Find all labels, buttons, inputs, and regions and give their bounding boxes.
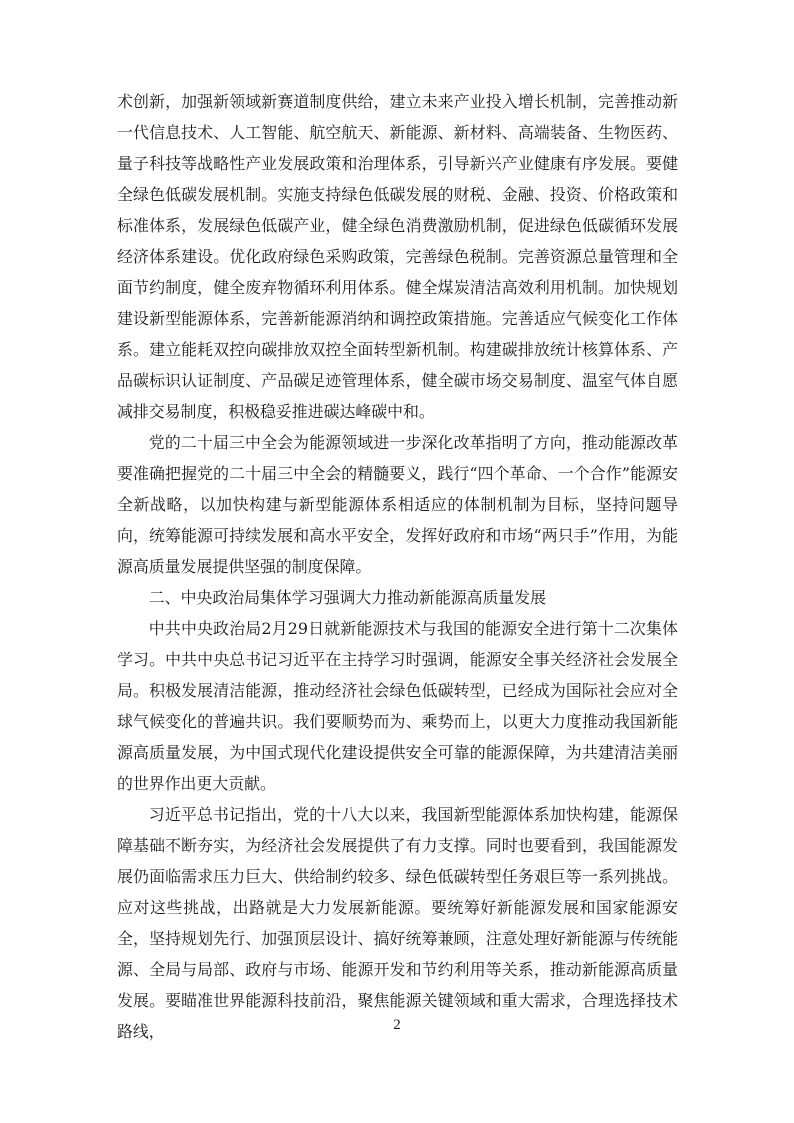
paragraph-4: 习近平总书记指出，党的十八大以来，我国新型能源体系加快构建，能源保障基础不断夯实，为经济社会发展提供了有力支撑。同时也要看到，我国能源发展仍面临需求压力巨大、供给制约较多、绿色低碳转型任务艰巨等一系列挑战。应对这些挑战，出路就是大力发展新能源。要统筹好新能源发展和国家能源安全，坚持规划先行、加强顶层设计、搞好统筹兼顾，注意处理好新能源与传统能源、全局与局部、政府与市场、能源开发和节约利用等关系，推动新能源高质量发展。要瞄准世界能源科技前沿，聚焦能源关键领域和重大需求，合理选择技术路线，: [117, 805, 678, 1041]
paragraph-2: 党的二十届三中全会为能源领域进一步深化改革指明了方向，推动能源改革要准确把握党的二十届三中全会的精髓要义，践行“四个革命、一个合作”能源安全新战略，以加快构建与新型能源体系相适应的体制机制为目标，坚持问题导向，统筹能源可持续发展和高水平安全，发挥好政府和市场“两只手”作用，为能源高质量发展提供坚强的制度保障。: [117, 433, 678, 576]
document-body: [117, 86, 678, 1047]
paragraph-1: 术创新，加强新领域新赛道制度供给，建立未来产业投入增长机制，完善推动新一代信息技术、人工智能、航空航天、新能源、新材料、高端装备、生物医药、量子科技等战略性产业发展政策和治理体系，引导新兴产业健康有序发展。要健全绿色低碳发展机制。实施支持绿色低碳发展的财税、金融、投资、价格政策和标准体系，发展绿色低碳产业，健全绿色消费激励机制，促进绿色低碳循环发展经济体系建设。优化政府绿色采购政策，完善绿色税制。完善资源总量管理和全面节约制度，健全废弃物循环利用体系。健全煤炭清洁高效利用机制。加快规划建设新型能源体系，完善新能源消纳和调控政策措施。完善适应气候变化工作体系。建立能耗双控向碳排放双控全面转型新机制。构建碳排放统计核算体系、产品碳标识认证制度、产品碳足迹管理体系，健全碳市场交易制度、温室气体自愿减排交易制度，积极稳妥推进碳达峰碳中和。: [117, 92, 678, 421]
page-number: 2: [393, 1017, 401, 1033]
section-heading: 二、中央政治局集体学习强调大力推动新能源高质量发展: [148, 588, 547, 607]
paragraph-3: 中共中央政治局2月29日就新能源技术与我国的能源安全进行第十二次集体学习。中共中央总书记习近平在主持学习时强调，能源安全事关经济社会发展全局。积极发展清洁能源，推动经济社会绿色低碳转型，已经成为国际社会应对全球气候变化的普遍共识。我们要顺势而为、乘势而上，以更大力度推动我国新能源高质量发展，为中国式现代化建设提供安全可靠的能源保障，为共建清洁美丽的世界作出更大贡献。: [117, 619, 678, 793]
